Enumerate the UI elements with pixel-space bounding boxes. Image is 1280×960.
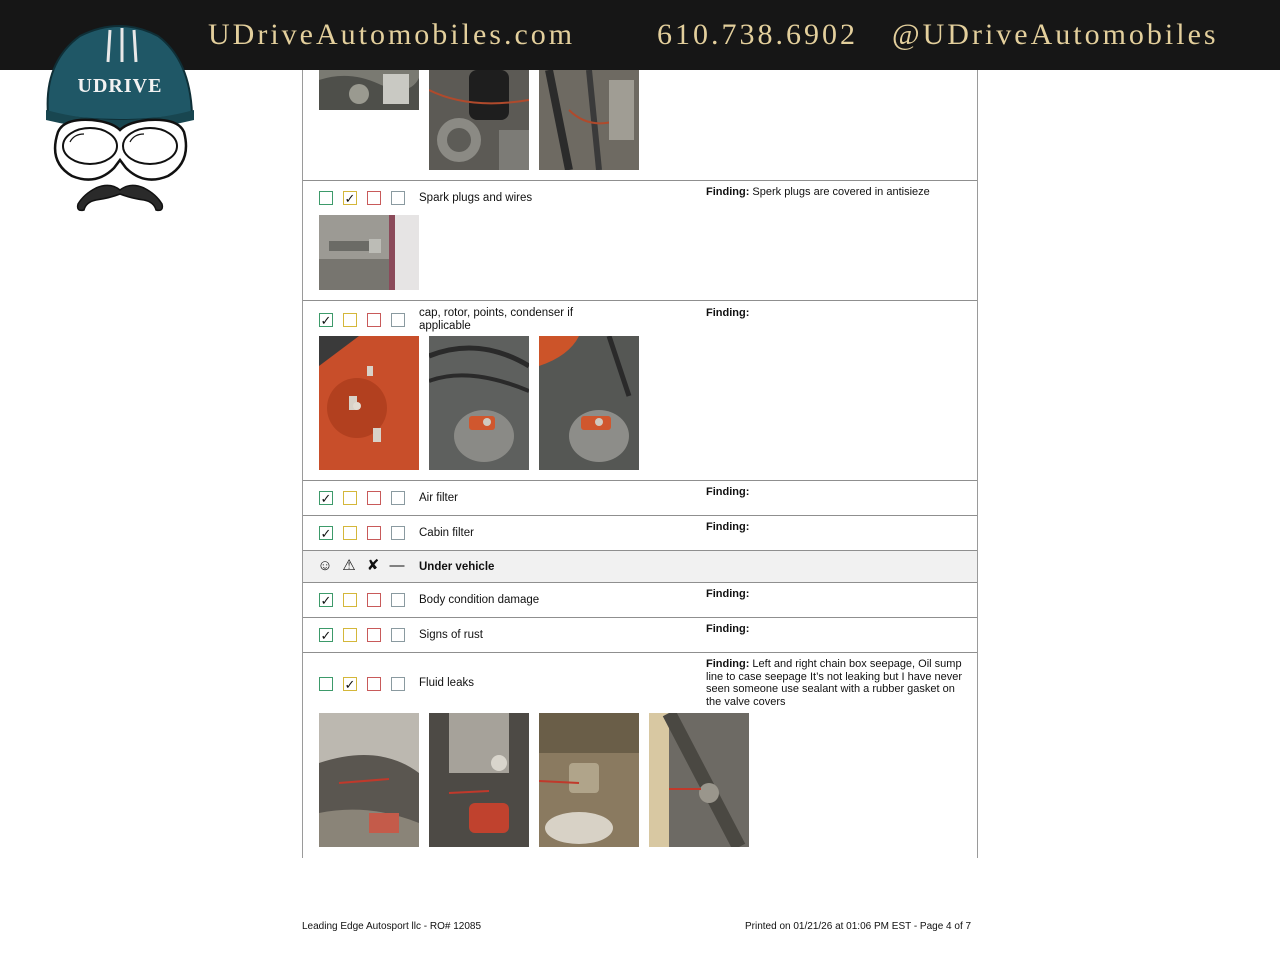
finding-text — [706, 486, 968, 499]
finding-text — [706, 307, 968, 320]
finding-text — [706, 623, 968, 636]
social-handle[interactable]: @UDriveAutomobiles — [892, 18, 1219, 51]
engine-photo[interactable] — [429, 70, 529, 170]
udrive-logo — [40, 22, 200, 217]
engine-photo[interactable] — [539, 70, 639, 170]
leak-photo[interactable] — [539, 713, 639, 847]
status-checkboxes — [319, 593, 405, 607]
status-checkboxes — [319, 677, 405, 691]
inspection-report-page — [302, 70, 978, 858]
item-label: Spark plugs and wires — [419, 192, 533, 204]
finding-label: Finding: — [706, 486, 750, 498]
finding-text — [706, 521, 968, 534]
rotor-photo[interactable] — [539, 336, 639, 470]
finding-label: Finding: — [706, 186, 750, 198]
svg-text:UDRIVE: UDRIVE — [77, 75, 163, 97]
item-cap-rotor — [303, 301, 977, 481]
status-yellow-checkbox[interactable] — [343, 593, 357, 607]
status-yellow-checkbox[interactable]: ✓ — [344, 190, 356, 206]
x-mark-icon: ✘ — [366, 557, 380, 574]
footer-print-info: Printed on 01/21/26 at 01:06 PM EST - Page 4 of 7 — [745, 921, 972, 932]
rotor-photo[interactable] — [429, 336, 529, 470]
item-fluid-leaks — [303, 653, 977, 858]
status-checkboxes — [319, 491, 405, 505]
status-yellow-checkbox[interactable] — [343, 628, 357, 642]
previous-item-photos — [303, 70, 977, 181]
status-red-checkbox[interactable] — [367, 628, 381, 642]
item-cabin-filter — [303, 516, 977, 551]
status-red-checkbox[interactable] — [367, 313, 381, 327]
status-green-checkbox[interactable]: ✓ — [320, 627, 332, 643]
status-green-checkbox[interactable]: ✓ — [320, 525, 332, 541]
finding-text — [706, 588, 968, 601]
finding-label: Finding: — [706, 623, 750, 635]
status-checkboxes — [319, 191, 405, 205]
status-red-checkbox[interactable] — [367, 677, 381, 691]
engine-photo[interactable] — [319, 70, 419, 110]
item-label: Fluid leaks — [419, 677, 474, 689]
finding-label: Finding: — [706, 588, 750, 600]
section-header-under-vehicle — [303, 551, 977, 583]
warning-icon: ⚠ — [342, 557, 356, 574]
footer-shop-info: Leading Edge Autosport llc - RO# 12085 — [302, 921, 482, 932]
status-yellow-checkbox[interactable]: ✓ — [344, 676, 356, 692]
status-checkboxes — [319, 628, 405, 642]
status-red-checkbox[interactable] — [367, 491, 381, 505]
status-na-checkbox[interactable] — [391, 191, 405, 205]
status-na-checkbox[interactable] — [391, 313, 405, 327]
finding-value: Left and right chain box seepage, Oil sump line to case seepage It’s not leaking but I have never seen someone use sealant with a rubber gasket on the valve covers — [706, 658, 963, 708]
status-green-checkbox[interactable]: ✓ — [320, 490, 332, 506]
item-body-condition — [303, 583, 977, 618]
status-na-checkbox[interactable] — [391, 491, 405, 505]
finding-text — [706, 186, 968, 199]
status-yellow-checkbox[interactable] — [343, 313, 357, 327]
status-green-checkbox[interactable] — [319, 191, 333, 205]
status-red-checkbox[interactable] — [367, 526, 381, 540]
status-green-checkbox[interactable]: ✓ — [320, 312, 332, 328]
status-red-checkbox[interactable] — [367, 191, 381, 205]
spark-plug-photo[interactable] — [319, 215, 419, 290]
status-na-checkbox[interactable] — [391, 593, 405, 607]
item-label: Air filter — [419, 492, 458, 504]
item-label: Cabin filter — [419, 527, 474, 539]
status-checkboxes — [319, 526, 405, 540]
phone-number[interactable]: 610.738.6902 — [657, 18, 858, 51]
item-air-filter — [303, 481, 977, 516]
website-link[interactable]: UDriveAutomobiles.com — [208, 18, 576, 51]
status-na-checkbox[interactable] — [391, 677, 405, 691]
dash-icon: — — [389, 557, 405, 574]
distributor-cap-photo[interactable] — [319, 336, 419, 470]
finding-label: Finding: — [706, 658, 750, 670]
status-red-checkbox[interactable] — [367, 593, 381, 607]
status-na-checkbox[interactable] — [391, 526, 405, 540]
finding-label: Finding: — [706, 307, 750, 319]
item-label: cap, rotor, points, condenser if applicable — [419, 307, 574, 332]
status-green-checkbox[interactable]: ✓ — [320, 592, 332, 608]
section-title: Under vehicle — [419, 561, 495, 573]
finding-text — [706, 658, 968, 708]
finding-value: Sperk plugs are covered in antisieze — [749, 186, 930, 198]
item-signs-of-rust — [303, 618, 977, 653]
item-label: Body condition damage — [419, 594, 540, 606]
status-yellow-checkbox[interactable] — [343, 491, 357, 505]
leak-photo[interactable] — [319, 713, 419, 847]
status-checkboxes — [319, 313, 405, 327]
item-spark-plugs — [303, 181, 977, 301]
status-na-checkbox[interactable] — [391, 628, 405, 642]
smiley-icon: ☺ — [317, 557, 333, 574]
leak-photo[interactable] — [649, 713, 749, 847]
item-label: Signs of rust — [419, 629, 483, 641]
status-green-checkbox[interactable] — [319, 677, 333, 691]
status-yellow-checkbox[interactable] — [343, 526, 357, 540]
leak-photo[interactable] — [429, 713, 529, 847]
legend-icons — [317, 557, 405, 575]
finding-label: Finding: — [706, 521, 750, 533]
